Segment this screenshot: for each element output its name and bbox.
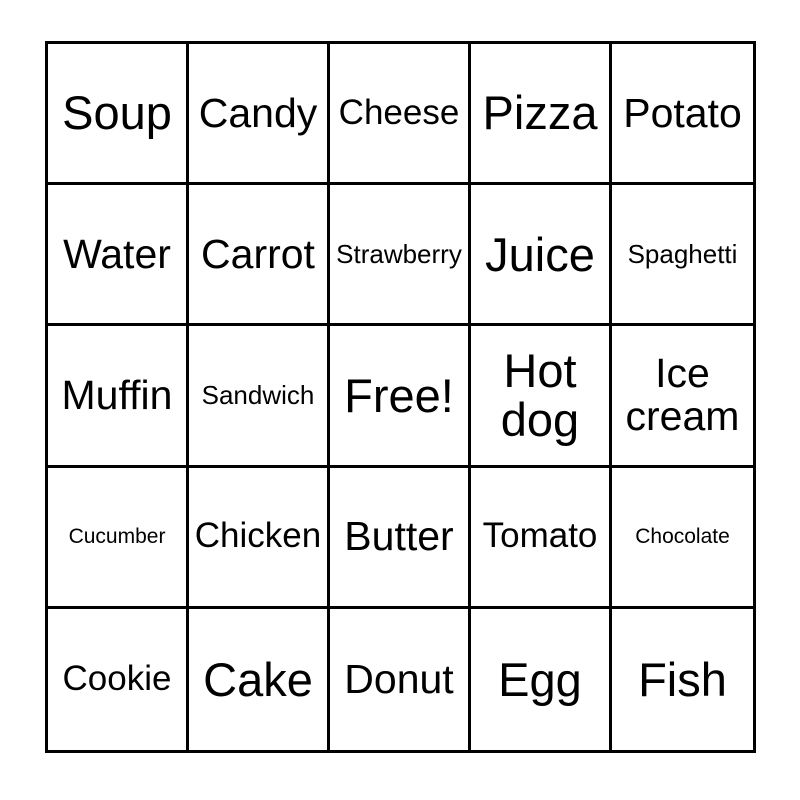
bingo-cell[interactable]: Candy bbox=[189, 44, 330, 185]
bingo-cell[interactable]: Tomato bbox=[471, 468, 612, 609]
bingo-cell[interactable]: Chicken bbox=[189, 468, 330, 609]
bingo-cell[interactable]: Strawberry bbox=[330, 185, 471, 326]
bingo-cell[interactable]: Cake bbox=[189, 609, 330, 750]
bingo-cell[interactable]: Carrot bbox=[189, 185, 330, 326]
bingo-cell-free[interactable]: Free! bbox=[330, 326, 471, 467]
bingo-cell[interactable]: Pizza bbox=[471, 44, 612, 185]
bingo-cell[interactable]: Fish bbox=[638, 652, 727, 706]
bingo-cell[interactable]: Egg bbox=[471, 609, 612, 750]
bingo-cell[interactable]: Cucumber bbox=[48, 468, 189, 609]
bingo-cell[interactable]: Sandwich bbox=[189, 326, 330, 467]
bingo-cell[interactable]: Spaghetti bbox=[612, 185, 753, 326]
bingo-cell[interactable]: Butter bbox=[330, 468, 471, 609]
bingo-cell[interactable]: Muffin bbox=[48, 326, 189, 467]
bingo-cell[interactable]: Juice bbox=[471, 185, 612, 326]
bingo-cell[interactable]: Cheese bbox=[330, 44, 471, 185]
bingo-cell[interactable]: Cookie bbox=[48, 609, 189, 750]
bingo-card-grid bbox=[45, 41, 756, 753]
bingo-cell[interactable]: Hot dog bbox=[471, 326, 612, 467]
bingo-cell[interactable]: Donut bbox=[330, 609, 471, 750]
bingo-cell[interactable]: Potato bbox=[612, 44, 753, 185]
bingo-cell[interactable]: Soup bbox=[48, 44, 189, 185]
bingo-cell[interactable]: Ice cream bbox=[612, 326, 753, 467]
bingo-cell[interactable]: Chocolate bbox=[612, 468, 753, 609]
bingo-cell[interactable]: Water bbox=[48, 185, 189, 326]
